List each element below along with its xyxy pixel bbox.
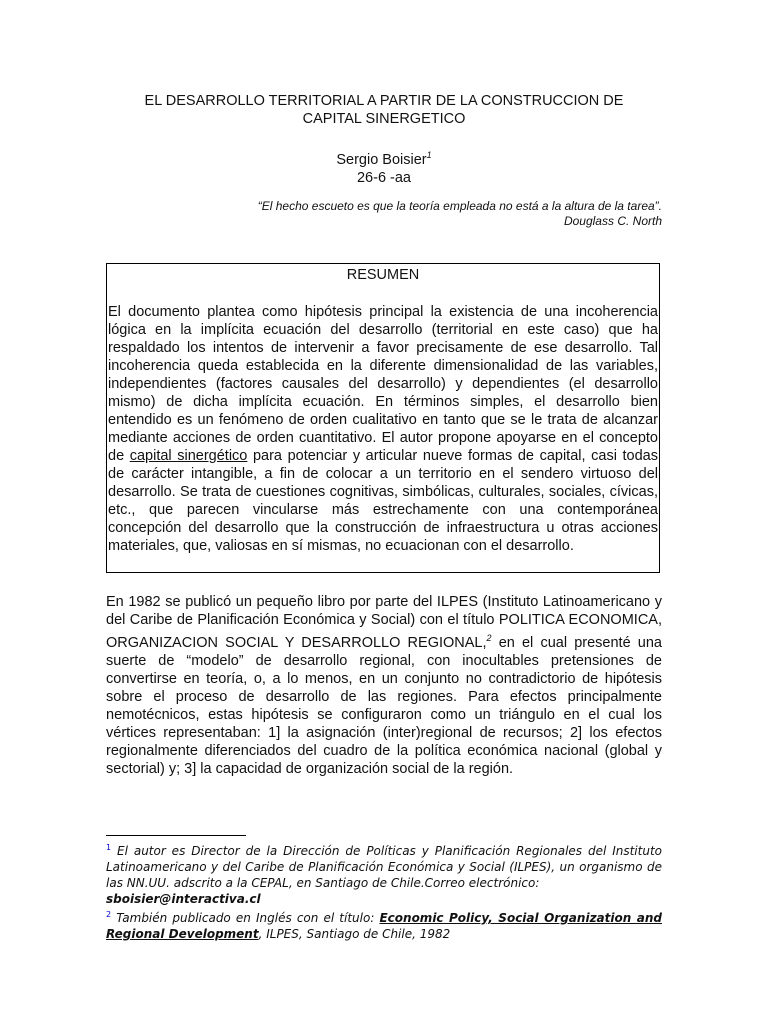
footnotes bbox=[106, 840, 662, 942]
abstract-text-part-1: El documento plantea como hipótesis principal la existencia de una incoherencia lógica en la implícita ecuación del desarrollo (territorial en este caso) que ha respaldado los intentos de intervenir a favor precisamente de ese desarrollo. Tal incoherencia queda establecida en la diferente dimensionalidad de las variables, independientes (factores causales del desarrollo) y dependientes (el desarrollo mismo) de dicha implícita ecuación. En términos simples, el desarrollo bien entendido es un fenómeno de orden cualitativo en tanto que se le trata de alcanzar mediante acciones de orden cuantitativo. El autor propone apoyarse en el concepto de bbox=[108, 304, 658, 464]
footnote-1-mark: 1 bbox=[106, 843, 112, 852]
footnote-separator bbox=[106, 835, 246, 836]
body-footnote-ref[interactable]: 2 bbox=[486, 633, 492, 643]
author-block bbox=[106, 146, 662, 187]
body-paragraph-part-1: En 1982 se publicó un pequeño libro por parte del ILPES (Instituto Latinoamericano y del Caribe de Planificación Económica y Social) con el título POLITICA ECONOMICA, ORGANIZACION SOCIAL Y DESARROLLO REGIONAL, bbox=[106, 594, 662, 651]
body-paragraph bbox=[106, 593, 662, 778]
footnote-1 bbox=[106, 840, 662, 907]
footnote-1-text: El autor es Director de la Dirección de Políticas y Planificación Regionales del Instituto Latinoamericano y del Caribe de Planificación Económica y Social (ILPES), un organismo de las NN.UU. adscrito a la CEPAL, en Santiago de Chile.Correo electrónico: bbox=[106, 844, 662, 890]
title-line-1: EL DESARROLLO TERRITORIAL A PARTIR DE LA CONSTRUCCION DE bbox=[144, 93, 624, 109]
epigraph-quote: “El hecho escueto es que la teoría empleada no está a la altura de la tarea”. bbox=[257, 199, 662, 213]
abstract-underlined-term: capital sinergético bbox=[129, 448, 248, 464]
title-line-2: CAPITAL SINERGETICO bbox=[302, 111, 466, 127]
abstract-heading: RESUMEN bbox=[346, 267, 420, 283]
abstract-box bbox=[106, 263, 660, 573]
abstract-text bbox=[107, 284, 659, 555]
footnote-2-mark: 2 bbox=[106, 910, 112, 919]
footnote-2-title: Economic Policy, Social Organization and Regional Development bbox=[106, 911, 662, 941]
footnote-2-text: También publicado en Inglés con el título: bbox=[111, 911, 380, 925]
author-footnote-ref[interactable]: 1 bbox=[426, 150, 432, 160]
author-name: Sergio Boisier bbox=[336, 151, 427, 168]
epigraph-attribution: Douglass C. North bbox=[563, 214, 662, 228]
body-paragraph-part-2: en el cual presenté una suerte de “modelo” de desarrollo regional, con inocultables pretensiones de convertirse en teoría, o, a lo menos, en un conjunto no contradictorio de hipótesis sobre el proceso de desarrollo de las regiones. Para efectos principalmente nemotécnicos, estas hipótesis se configuraron como un triángulo en el cual los vértices representaban: 1] la asignación (inter)regional de recursos; 2] los efectos regionalmente diferenciados del cuadro de la política económica nacional (global y sectorial) y; 3] la capacidad de organización social de la región. bbox=[106, 634, 662, 777]
footnote-1-email[interactable]: sboisier@interactiva.cl bbox=[106, 892, 261, 906]
footnote-2 bbox=[106, 907, 662, 942]
footnote-2-tail: , ILPES, Santiago de Chile, 1982 bbox=[258, 927, 451, 941]
epigraph bbox=[106, 199, 662, 229]
document-title bbox=[106, 92, 662, 128]
abstract-text-part-2: para potenciar y articular nueve formas de capital, casi todas de carácter intangible, a fin de colocar a un territorio en el sendero virtuoso del desarrollo. Se trata de cuestiones cognitivas, simbólicas, culturales, sociales, cívicas, etc., que parecen vincularse más estrechamente con una contemporánea concepción del desarrollo que la construcción de infraestructura u otras acciones materiales, que, valiosas en sí mismas, no ecuacionan con el desarrollo. bbox=[108, 448, 658, 554]
document-date: 26-6 -aa bbox=[356, 169, 411, 186]
